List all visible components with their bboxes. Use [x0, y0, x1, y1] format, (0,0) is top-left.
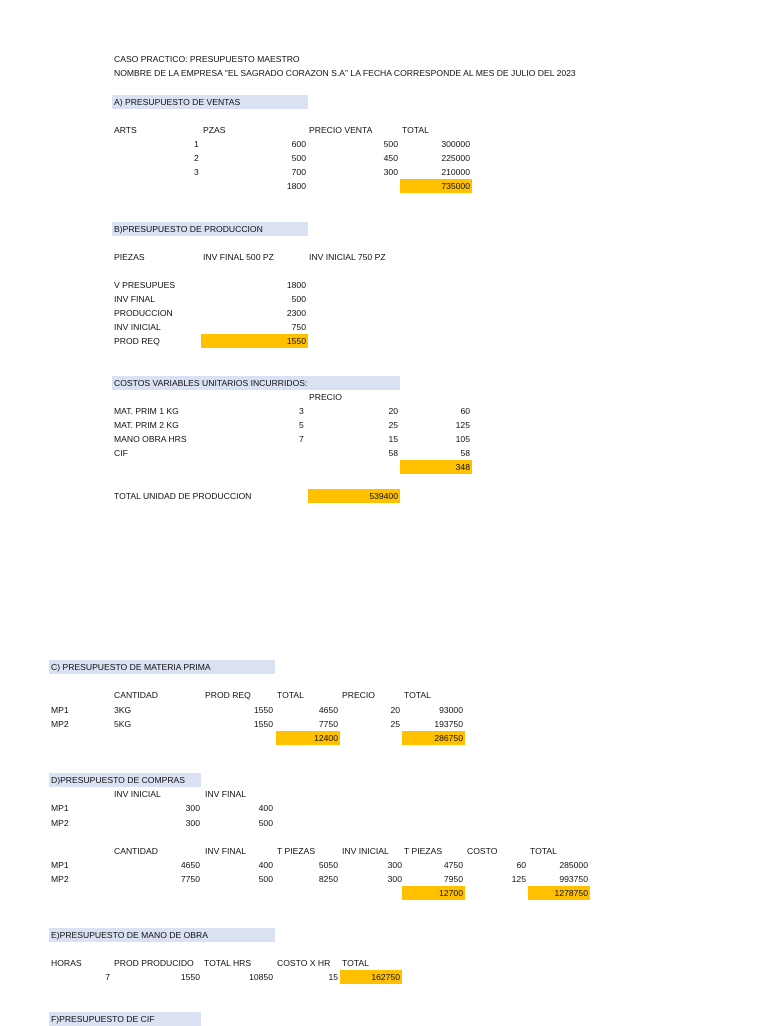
compras-col-inv-final: INV FINAL	[205, 789, 247, 799]
materia-cantidad: 5KG	[114, 719, 132, 729]
compras-col-cantidad: CANTIDAD	[114, 846, 158, 856]
costos-row-qty: 3	[299, 406, 304, 416]
produccion-row-value: 750	[291, 322, 306, 332]
mano-obra-horas: 7	[105, 972, 110, 982]
ventas-pzas: 600	[291, 139, 306, 149]
mano-obra-title: E)PRESUPUESTO DE MANO DE OBRA	[51, 930, 208, 940]
ventas-total-pzas: 1800	[286, 181, 306, 191]
compras-inv-final: 400	[258, 803, 273, 813]
compras-t-piezas2: 4750	[443, 860, 463, 870]
compras-cantidad: 7750	[180, 874, 200, 884]
mano-obra-col-costo: COSTO X HR	[277, 958, 331, 968]
costos-row-precio: 58	[388, 448, 398, 458]
costos-sum: 348	[455, 462, 470, 472]
compras-sum-total: 1278750	[554, 888, 588, 898]
ventas-art: 2	[194, 153, 199, 163]
produccion-row-label: INV FINAL	[114, 294, 156, 304]
costos-row-total: 125	[455, 420, 470, 430]
compras-col-inv-inicial2: INV INICIAL	[342, 846, 389, 856]
compras-inv-final-val: 400	[258, 860, 273, 870]
materia-col-prod-req: PROD REQ	[205, 690, 251, 700]
compras-col-inv-final2: INV FINAL	[205, 846, 247, 856]
materia-precio: 25	[390, 719, 400, 729]
ventas-grand-total: 735000	[441, 181, 470, 191]
costos-row-label: CIF	[114, 448, 128, 458]
materia-sum-total: 12400	[314, 733, 338, 743]
compras-mp: MP2	[51, 874, 69, 884]
compras-col-costo: COSTO	[467, 846, 498, 856]
costos-row-label: MAT. PRIM 1 KG	[114, 406, 179, 416]
produccion-row-value: 500	[291, 294, 306, 304]
ventas-col-precio: PRECIO VENTA	[309, 125, 373, 135]
ventas-art: 3	[194, 167, 199, 177]
ventas-precio: 300	[383, 167, 398, 177]
compras-total: 285000	[559, 860, 588, 870]
costos-row-qty: 7	[299, 434, 304, 444]
mano-obra-total: 162750	[371, 972, 400, 982]
produccion-row-value: 1550	[286, 336, 306, 346]
document-title: CASO PRACTICO: PRESUPUESTO MAESTRO	[114, 54, 300, 64]
materia-prod-req: 1550	[253, 719, 273, 729]
produccion-col-inv-final: INV FINAL 500 PZ	[203, 252, 274, 262]
ventas-precio: 500	[383, 139, 398, 149]
mano-obra-prod: 1550	[180, 972, 200, 982]
compras-inv-inicial: 300	[185, 818, 200, 828]
costos-col-precio: PRECIO	[309, 392, 342, 402]
materia-col-cantidad: CANTIDAD	[114, 690, 158, 700]
compras-t-piezas2: 7950	[443, 874, 463, 884]
mano-obra-col-total: TOTAL	[342, 958, 369, 968]
costos-row-qty: 5	[299, 420, 304, 430]
compras-costo: 125	[511, 874, 526, 884]
produccion-row-label: PRODUCCION	[114, 308, 173, 318]
ventas-total: 225000	[441, 153, 470, 163]
compras-cantidad: 4650	[180, 860, 200, 870]
compras-inv-inicial: 300	[185, 803, 200, 813]
produccion-row-label: PROD REQ	[114, 336, 160, 346]
total-unidad-value: 539400	[369, 491, 398, 501]
materia-title: C) PRESUPUESTO DE MATERIA PRIMA	[51, 662, 211, 672]
costos-row-total: 60	[460, 406, 470, 416]
materia-col-total: TOTAL	[277, 690, 304, 700]
materia-total: 7750	[318, 719, 338, 729]
mano-obra-col-horas: HORAS	[51, 958, 82, 968]
ventas-art: 1	[194, 139, 199, 149]
ventas-title: A) PRESUPUESTO DE VENTAS	[114, 97, 241, 107]
ventas-precio: 450	[383, 153, 398, 163]
produccion-col-piezas: PIEZAS	[114, 252, 145, 262]
costos-row-label: MAT. PRIM 2 KG	[114, 420, 179, 430]
compras-col-t-piezas: T PIEZAS	[277, 846, 316, 856]
total-unidad-label: TOTAL UNIDAD DE PRODUCCION	[114, 491, 252, 501]
materia-precio: 20	[390, 705, 400, 715]
produccion-row-label: V PRESUPUES	[114, 280, 176, 290]
compras-inv-mp: MP2	[51, 818, 69, 828]
compras-col-inv-inicial: INV INICIAL	[114, 789, 161, 799]
compras-t-piezas: 8250	[318, 874, 338, 884]
costos-row-precio: 15	[388, 434, 398, 444]
ventas-col-pzas: PZAS	[203, 125, 226, 135]
produccion-title: B)PRESUPUESTO DE PRODUCCION	[114, 224, 263, 234]
materia-total2: 93000	[439, 705, 463, 715]
ventas-pzas: 500	[291, 153, 306, 163]
compras-sum-piezas: 12700	[439, 888, 463, 898]
compras-col-t-piezas2: T PIEZAS	[404, 846, 443, 856]
materia-sum-total2: 286750	[434, 733, 463, 743]
materia-total2: 193750	[434, 719, 463, 729]
compras-inv-final-val: 500	[258, 874, 273, 884]
ventas-total: 300000	[441, 139, 470, 149]
materia-prod-req: 1550	[253, 705, 273, 715]
produccion-col-inv-inicial: INV INICIAL 750 PZ	[309, 252, 386, 262]
materia-mp: MP1	[51, 705, 69, 715]
produccion-row-value: 2300	[286, 308, 306, 318]
costos-row-total: 58	[460, 448, 470, 458]
compras-mp: MP1	[51, 860, 69, 870]
costos-row-precio: 20	[388, 406, 398, 416]
mano-obra-col-prod: PROD PRODUCIDO	[114, 958, 194, 968]
compras-title: D)PRESUPUESTO DE COMPRAS	[51, 775, 186, 785]
compras-t-piezas: 5050	[318, 860, 338, 870]
compras-total: 993750	[559, 874, 588, 884]
ventas-col-total: TOTAL	[402, 125, 429, 135]
document-subtitle: NOMBRE DE LA EMPRESA "EL SAGRADO CORAZON S.A" LA FECHA CORRESPONDE AL MES DE JULIO DEL 2023	[114, 68, 576, 78]
costos-row-total: 105	[455, 434, 470, 444]
costos-row-label: MANO OBRA HRS	[114, 434, 187, 444]
ventas-total: 210000	[441, 167, 470, 177]
compras-inv-final: 500	[258, 818, 273, 828]
compras-inv-mp: MP1	[51, 803, 69, 813]
ventas-col-arts: ARTS	[114, 125, 137, 135]
costos-row-precio: 25	[388, 420, 398, 430]
materia-cantidad: 3KG	[114, 705, 132, 715]
produccion-row-value: 1800	[286, 280, 306, 290]
compras-costo: 60	[516, 860, 526, 870]
compras-inv-inicial-val: 300	[387, 860, 402, 870]
compras-inv-inicial-val: 300	[387, 874, 402, 884]
materia-col-precio: PRECIO	[342, 690, 375, 700]
produccion-row-label: INV INICIAL	[114, 322, 161, 332]
costos-title: COSTOS VARIABLES UNITARIOS INCURRIDOS:	[114, 378, 308, 388]
compras-col-total: TOTAL	[530, 846, 557, 856]
materia-total: 4650	[318, 705, 338, 715]
materia-mp: MP2	[51, 719, 69, 729]
mano-obra-col-total-hrs: TOTAL HRS	[204, 958, 252, 968]
mano-obra-costo: 15	[328, 972, 338, 982]
ventas-pzas: 700	[291, 167, 306, 177]
cif-title: F)PRESUPUESTO DE CIF	[51, 1014, 155, 1024]
materia-col-total2: TOTAL	[404, 690, 431, 700]
mano-obra-total-hrs: 10850	[249, 972, 273, 982]
